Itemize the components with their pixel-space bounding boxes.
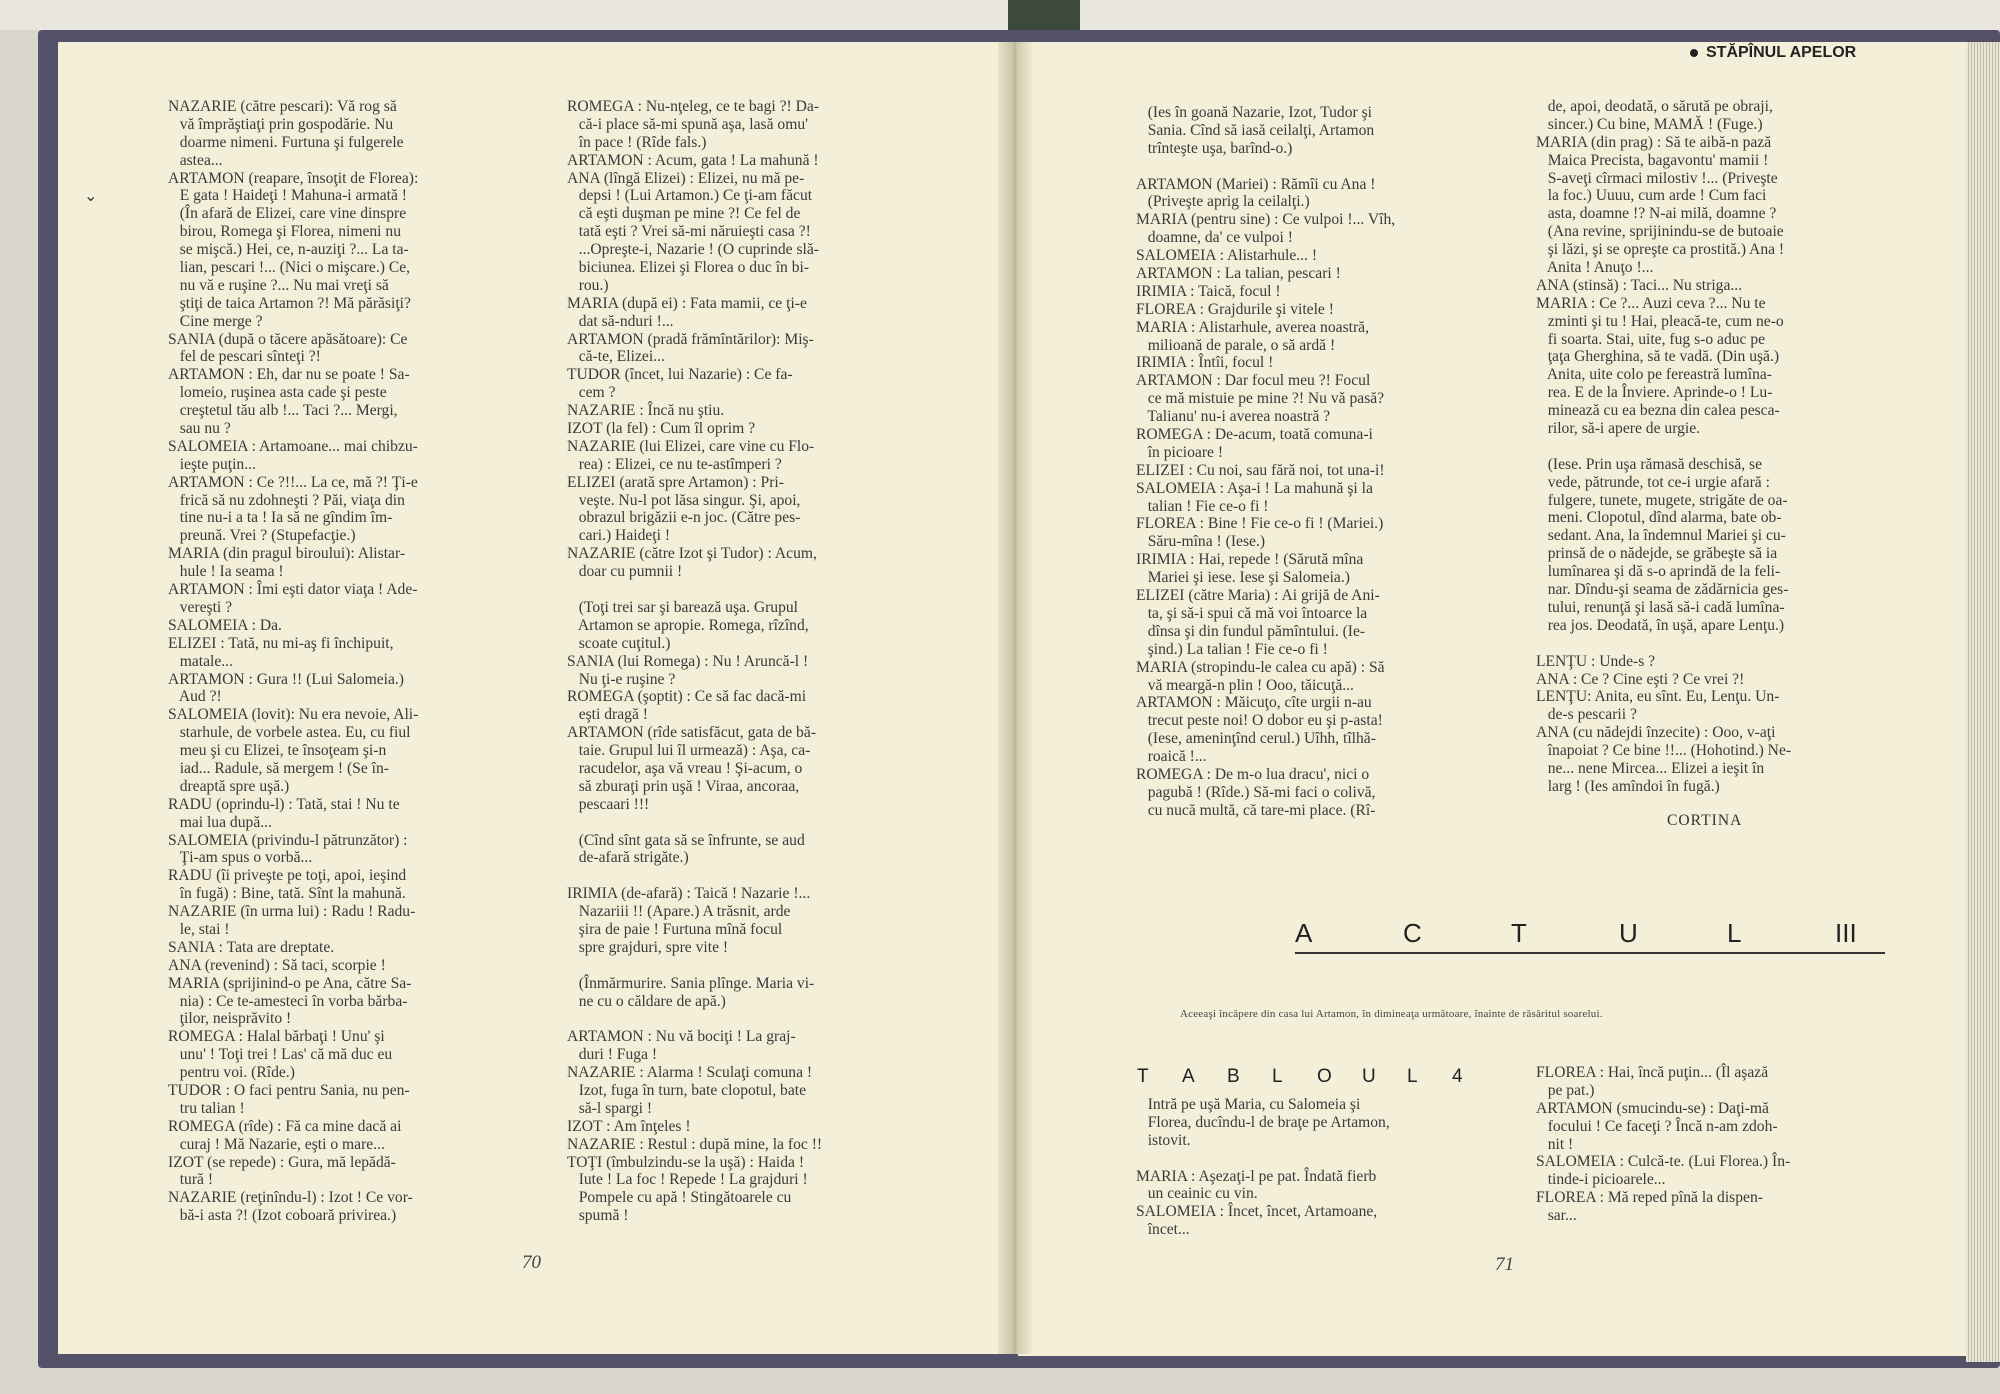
text-line: ARTAMON : Acum, gata ! La mahună !	[567, 151, 819, 169]
text-line: MARIA (stropindu-le calea cu apă) : Să	[1136, 658, 1385, 676]
heading-letter: T	[1511, 918, 1527, 948]
text-line: ELIZEI : Tată, nu mi-aş fi închipuit,	[168, 634, 394, 652]
text-line: vede, pătrunde, tot ce-i urgie afară :	[1536, 473, 1770, 491]
text-line: SALOMEIA : Culcă-te. (Lui Florea.) În-	[1536, 1153, 1791, 1171]
text-line: lumînarea şi dă s-o aprindă de la feli-	[1536, 563, 1781, 581]
text-line: ARTAMON : Îmi eşti dator viaţa ! Ade-	[168, 581, 418, 599]
text-line: ce mă mistuie pe mine ?! Nu vă pasă?	[1136, 390, 1385, 408]
running-header: STĂPÎNUL APELOR	[1690, 44, 1856, 62]
text-line: biciunea. Elizei şi Florea o duc în bi-	[567, 259, 810, 277]
text-line: creştetul tău alb !... Taci ?... Mergi,	[168, 402, 398, 420]
text-line: ROMEGA (şoptit) : Ce să fac dacă-mi	[567, 688, 807, 706]
tablou-column-2	[1536, 1064, 1790, 1225]
text-line: tru talian !	[168, 1099, 245, 1117]
text-line: şind.) La talian ! Fie ce-o fi !	[1136, 640, 1328, 658]
text-line: SANIA : Tata are dreptate.	[168, 938, 335, 956]
text-line: TOŢI (îmbulzindu-se la uşă) : Haida !	[567, 1153, 805, 1171]
text-line: nar. Dîndu-şi seama de zădărnicia ges-	[1536, 581, 1789, 599]
text-line: TUDOR : O faci pentru Sania, nu pen-	[168, 1081, 410, 1099]
text-line: Anita ! Anuţo !...	[1536, 259, 1654, 277]
text-line: Ţi-am spus o vorbă...	[168, 849, 313, 867]
text-line: ANA (lîngă Elizei) : Elizei, nu mă pe-	[567, 169, 805, 187]
text-line	[567, 814, 822, 832]
text-line: Artamon se apropie. Romega, rîzînd,	[567, 616, 809, 634]
text-line: Anita, uite colo pe fereastră lumîna-	[1536, 366, 1772, 384]
right-page-column-1	[1136, 104, 1395, 820]
text-line: nia) : Ce te-amesteci în vorba bărba-	[168, 992, 408, 1010]
text-line: Intră pe uşă Maria, cu Salomeia şi	[1136, 1096, 1361, 1113]
text-line: (Priveşte aprig la ceilalţi.)	[1136, 193, 1310, 211]
text-line: ELIZEI (arată spre Artamon) : Pri-	[567, 473, 784, 491]
background	[0, 0, 2000, 30]
curtain-note: CORTINA	[1667, 812, 1743, 829]
text-line: se mişcă.) Hei, ce, n-auziţi ?... La ta-	[168, 241, 409, 259]
text-line: sau nu ?	[168, 420, 231, 438]
text-line: înapoiat ? Ce bine !!... (Hohotind.) Ne-	[1536, 742, 1792, 760]
text-line: tată eşti ? Vrei să-mi năruieşti casa ?!	[567, 223, 811, 241]
text-line: NAZARIE : Alarma ! Sculaţi comuna !	[567, 1064, 813, 1082]
text-line: de-s pescarii ?	[1536, 706, 1637, 724]
text-line	[1136, 158, 1395, 176]
text-line: nu vă e ruşine ?... Nu mai vreţi să	[168, 276, 389, 294]
text-line: pagubă ! (Rîde.) Să-mi faci o colivă,	[1136, 783, 1376, 801]
text-line: meni. Clopotul, dînd alarma, bate ob-	[1536, 509, 1782, 527]
text-line: spre grajduri, spre vite !	[567, 938, 729, 956]
text-line: lomeio, ruşinea asta cade şi peste	[168, 384, 387, 402]
text-line: eşti dragă !	[567, 706, 648, 724]
text-line: sar...	[1536, 1207, 1577, 1225]
text-line: doar cu pumnii !	[567, 563, 683, 581]
text-line: dînsa şi din fundul pămîntului. (Ie-	[1136, 622, 1366, 640]
text-line: Pompele cu apă ! Stingătoarele cu	[567, 1189, 792, 1207]
text-line: cem ?	[567, 384, 616, 402]
text-line: fi soarta. Stai, uite, fug s-o aduc pe	[1536, 330, 1766, 348]
text-line: (Înmărmurire. Sania plînge. Maria vi-	[567, 974, 815, 992]
text-line: FLOREA : Hai, încă puţin... (Îl aşază	[1536, 1064, 1769, 1081]
text-line: Săru-mîna ! (Iese.)	[1136, 533, 1266, 551]
bullet-icon	[1690, 49, 1698, 57]
text-line: preună. Vrei ? (Stupefacţie.)	[168, 527, 356, 545]
text-line: tinde-i picioarele...	[1536, 1171, 1666, 1189]
text-line: trînteşte uşa, barînd-o.)	[1136, 139, 1293, 157]
text-line: Florea, ducîndu-l de braţe pe Artamon,	[1136, 1113, 1390, 1131]
text-line: IZOT (la fel) : Cum îl oprim ?	[567, 420, 756, 438]
text-line: fel de pescari sînteţi ?!	[168, 348, 321, 366]
text-line: depsi ! (Lui Artamon.) Ce ţi-am făcut	[567, 187, 813, 205]
heading-letter: 4	[1452, 1066, 1463, 1087]
text-line: lian, pescari !... (Nici o mişcare.) Ce,	[168, 259, 411, 277]
text-line: SALOMEIA : Alistarhule... !	[1136, 247, 1318, 265]
text-line: prinsă de o nădejde, se grăbeşte să ia	[1536, 545, 1778, 563]
text-line: doarme nimeni. Furtuna şi fulgerele	[168, 133, 404, 151]
text-line: (Ana revine, sprijinindu-se de butoaie	[1536, 223, 1784, 241]
text-line: pentru voi. (Rîde.)	[168, 1064, 295, 1082]
text-line: NAZARIE (în urma lui) : Radu ! Radu-	[168, 903, 416, 921]
text-line: vă meargă-n plin ! Ooo, tăicuţă...	[1136, 676, 1354, 694]
text-line: pescaari !!!	[567, 795, 650, 813]
heading-letter: C	[1403, 918, 1422, 948]
text-line: talian ! Fie ce-o fi !	[1136, 497, 1269, 515]
text-line: ARTAMON : Dar focul meu ?! Focul	[1136, 372, 1371, 390]
text-line: astea...	[168, 151, 223, 169]
heading-letter: L	[1407, 1066, 1418, 1087]
tablou-column-1	[1136, 1096, 1390, 1239]
text-line: un ceainic cu vin.	[1136, 1185, 1258, 1203]
text-line: Cine merge ?	[168, 312, 263, 330]
text-line: sincer.) Cu bine, MAMĂ ! (Fuge.)	[1536, 115, 1763, 133]
tablou-heading	[1137, 1066, 1484, 1090]
text-line: ROMEGA : Nu-nţeleg, ce te bagi ?! Da-	[567, 98, 820, 115]
text-line: roaică !...	[1136, 748, 1207, 766]
text-line: rea. E de la Înviere. Aprinde-o ! Lu-	[1536, 384, 1773, 402]
text-line: curaj ! Mă Nazarie, eşti o mare...	[168, 1135, 385, 1153]
text-line: Iute ! La foc ! Repede ! La grajduri !	[567, 1171, 808, 1189]
text-line: spumă !	[567, 1207, 629, 1225]
text-line	[1136, 1150, 1390, 1168]
text-line: istovit.	[1136, 1131, 1191, 1149]
text-line: IRIMIA : Întîi, focul !	[1136, 354, 1274, 372]
text-line: ne cu o căldare de apă.)	[567, 992, 726, 1010]
text-line: SALOMEIA : Încet, încet, Artamoane,	[1136, 1203, 1378, 1221]
text-line: (Cînd sînt gata să se înfrunte, se aud	[567, 831, 805, 849]
heading-letter: U	[1619, 918, 1638, 948]
text-line: iad... Radule, să mergem ! (Se în-	[168, 759, 390, 777]
text-line: rea) : Elizei, ce nu te-astîmperi ?	[567, 455, 782, 473]
text-line: zminti şi tu ! Hai, pleacă-te, cum ne-o	[1536, 312, 1784, 330]
text-line: taie. Grupul lui îl urmează) : Aşa, ca-	[567, 742, 811, 760]
text-line: E gata ! Haideţi ! Mahuna-i armată !	[168, 187, 408, 205]
text-line: focului ! Ce faceţi ? Încă n-am zdoh-	[1536, 1117, 1778, 1135]
text-line: ROMEGA : Halal bărbaţi ! Unu' şi	[168, 1028, 385, 1046]
act-setting-description: Aceeaşi încăpere din casa lui Artamon, în dimineaţa următoare, înainte de răsăritul soarelui.	[1180, 1008, 1603, 1020]
text-line: încet...	[1136, 1221, 1190, 1239]
text-line: fulgere, tunete, mugete, strigăte de oa-	[1536, 491, 1788, 509]
text-line: Aud ?!	[168, 688, 222, 706]
text-line: ...Opreşte-i, Nazarie ! (O cuprinde slă-	[567, 241, 819, 259]
text-line: ARTAMON (pradă frămîntărilor): Miş-	[567, 330, 814, 348]
text-line: MARIA (după ei) : Fata mamii, ce ţi-e	[567, 294, 807, 312]
text-line: milioană de parale, o să ardă !	[1136, 336, 1336, 354]
text-line: nit !	[1536, 1135, 1574, 1153]
text-line: ARTAMON (smucindu-se) : Daţi-mă	[1536, 1099, 1769, 1117]
text-line	[1536, 438, 1791, 456]
text-line: ARTAMON (rîde satisfăcut, gata de bă-	[567, 724, 816, 742]
text-line: ROMEGA (rîde) : Fă ca mine dacă ai	[168, 1117, 402, 1135]
text-line: MARIA : Ce ?... Auzi ceva ?... Nu te	[1536, 294, 1766, 312]
text-line: ARTAMON : Ce ?!!... La ce, mă ?! Ţi-e	[168, 473, 418, 491]
text-line: IRIMIA : Taică, focul !	[1136, 282, 1281, 300]
text-line: IZOT : Am înţeles !	[567, 1117, 691, 1135]
text-line: bă-i asta ?! (Izot coboară privirea.)	[168, 1207, 397, 1225]
text-line: ta, şi să-i spui că mă voi întoarce la	[1136, 604, 1368, 622]
text-line: FLOREA : Mă reped pînă la dispen-	[1536, 1189, 1763, 1207]
text-line: NAZARIE (lui Elizei, care vine cu Flo-	[567, 437, 815, 455]
text-line: în fugă) : Bine, tată. Sînt la mahună.	[168, 885, 406, 903]
text-line: Mariei şi iese. Iese şi Salomeia.)	[1136, 569, 1350, 587]
heading-letter: L	[1727, 918, 1742, 948]
text-line: (Toţi trei sar şi barează uşa. Grupul	[567, 598, 798, 616]
text-line: ANA (cu nădejdi înzecite) : Ooo, v-aţi	[1536, 724, 1776, 742]
text-line: MARIA : Aşezaţi-l pe pat. Îndată fierb	[1136, 1167, 1377, 1185]
text-line: asta, doamne !? N-ai milă, doamne ?	[1536, 205, 1777, 223]
text-line: obrazul brigăzii e-n joc. (Către pes-	[567, 509, 801, 527]
text-line: să zburaţi prin uşă ! Viraa, ancoraa,	[567, 777, 800, 795]
text-line: IRIMIA (de-afară) : Taică ! Nazarie !...	[567, 885, 811, 903]
text-line: ARTAMON (reapare, însoţit de Florea):	[168, 169, 419, 187]
text-line: unu' ! Toţi trei ! Las' că mă duc eu	[168, 1046, 393, 1064]
text-line: NAZARIE : Încă nu ştiu.	[567, 402, 725, 420]
text-line: IZOT (se repede) : Gura, mă lepădă-	[168, 1153, 396, 1171]
act-heading	[1295, 918, 1885, 954]
text-line: hule ! Ia seama !	[168, 563, 284, 581]
text-line: Nu ţi-e ruşine ?	[567, 670, 676, 688]
text-line: ANA : Ce ? Cine eşti ? Ce vrei ?!	[1536, 670, 1745, 688]
text-line: la foc.) Uuuu, cum arde ! Cum faci	[1536, 187, 1767, 205]
margin-mark: ⌄	[84, 188, 98, 205]
text-line: NAZARIE : Restul : după mine, la foc !!	[567, 1135, 823, 1153]
text-line: NAZARIE (către pescari): Vă rog să	[168, 98, 397, 115]
text-line: NAZARIE (către Izot şi Tudor) : Acum,	[567, 545, 817, 563]
text-line: rilor, să-i apere de urgie.	[1536, 420, 1701, 438]
page-edges	[1966, 42, 2000, 1362]
page-number-right: 71	[1495, 1254, 1514, 1275]
text-line: dat să-nduri !...	[567, 312, 674, 330]
text-line: ROMEGA : De m-o lua dracu', nici o	[1136, 765, 1370, 783]
text-line: în pace ! (Rîde fals.)	[567, 133, 707, 151]
text-line: tură !	[168, 1171, 214, 1189]
text-line: Izot, fuga în turn, bate clopotul, bate	[567, 1081, 807, 1099]
text-line: RADU (îi priveşte pe toţi, apoi, ieşind	[168, 867, 407, 885]
text-line: le, stai !	[168, 920, 230, 938]
text-line: NAZARIE (reţinîndu-l) : Izot ! Ce vor-	[168, 1189, 413, 1207]
text-line: ELIZEI (către Maria) : Ai grijă de Ani-	[1136, 587, 1380, 605]
text-line: trecut peste noi! O dobor eu şi p-asta!	[1136, 712, 1383, 730]
text-line: sedant. Ana, la îndemnul Mariei şi cu-	[1536, 527, 1786, 545]
text-line: în picioare !	[1136, 443, 1224, 461]
text-line: LENŢU: Anita, eu sînt. Eu, Lenţu. Un-	[1536, 688, 1780, 706]
heading-letter: B	[1227, 1066, 1240, 1087]
left-page-column-1	[168, 98, 418, 1225]
text-line: MARIA (din pragul biroului): Alistar-	[168, 545, 406, 563]
heading-letter: A	[1182, 1066, 1195, 1087]
text-line	[567, 581, 822, 599]
text-line: MARIA (din prag) : Să te aibă-n pază	[1536, 133, 1772, 151]
text-line: FLOREA : Bine ! Fie ce-o fi ! (Mariei.)	[1136, 515, 1384, 533]
text-line: SANIA (lui Romega) : Nu ! Aruncă-l !	[567, 652, 809, 670]
page-number-left: 70	[522, 1252, 541, 1273]
text-line: (În afară de Elizei, care vine dinspre	[168, 205, 407, 223]
text-line: FLOREA : Grajdurile şi vitele !	[1136, 300, 1334, 318]
text-line: şira de paie ! Furtuna mînă focul	[567, 920, 783, 938]
text-line: (Iese. Prin uşa rămasă deschisă, se	[1536, 455, 1763, 473]
text-line: tine nu-i a ta ! Ia să ne gîndim îm-	[168, 509, 393, 527]
text-line: doamne, da' ce vulpoi !	[1136, 229, 1293, 247]
text-line: cu nucă multă, că tare-mi place. (Rî-	[1136, 801, 1376, 819]
text-line: SALOMEIA : Da.	[168, 616, 282, 634]
text-line	[567, 867, 822, 885]
text-line: MARIA (pentru sine) : Ce vulpoi !... Vîh,	[1136, 211, 1396, 229]
text-line: mai lua după...	[168, 813, 272, 831]
text-line: meu şi cu Elizei, te însoţeam şi-n	[168, 742, 387, 760]
text-line: (Ies în goană Nazarie, Izot, Tudor şi	[1136, 104, 1373, 121]
text-line: S-aveţi cîrmaci milostiv !... (Priveşte	[1536, 169, 1778, 187]
text-line: vă împrăştiaţi prin gospodărie. Nu	[168, 115, 394, 133]
text-line: birou, Romega şi Florea, nimeni nu	[168, 223, 402, 241]
text-line: racudelor, aşa vă vreau ! Şi-acum, o	[567, 759, 803, 777]
background-object	[1008, 0, 1080, 30]
text-line: frică să nu zdohneşti ? Păi, viaţa din	[168, 491, 405, 509]
text-line: matale...	[168, 652, 233, 670]
text-line: Maica Precista, bagavontu' mamii !	[1536, 151, 1769, 169]
book-spine-gutter	[998, 42, 1032, 1354]
text-line: ELIZEI : Cu noi, sau fără noi, tot una-i!	[1136, 461, 1385, 479]
heading-letter: III	[1835, 918, 1857, 948]
heading-letter: L	[1272, 1066, 1283, 1087]
text-line: ANA (stinsă) : Taci... Nu striga...	[1536, 276, 1743, 294]
text-line: pe pat.)	[1536, 1081, 1595, 1099]
text-line: RADU (oprindu-l) : Tată, stai ! Nu te	[168, 795, 400, 813]
text-line: ARTAMON : La talian, pescari !	[1136, 265, 1341, 283]
text-line: ARTAMON : Măicuţo, cîte urgii n-au	[1136, 694, 1372, 712]
left-page-column-2	[567, 98, 822, 1225]
text-line: LENŢU : Unde-s ?	[1536, 652, 1656, 670]
text-line: veşte. Nu-l pot lăsa singur. Şi, apoi,	[567, 491, 801, 509]
text-line: starhule, de vorbele astea. Eu, cu fiul	[168, 724, 411, 742]
text-line: (Iese, ameninţînd cerul.) Uîhh, tîlhă-	[1136, 730, 1376, 748]
text-line: tului, renunţă şi lasă să-i cadă lumîna-	[1536, 598, 1785, 616]
text-line: Nazariii !! (Apare.) A trăsnit, arde	[567, 903, 791, 921]
text-line: cari.) Haideţi !	[567, 527, 671, 545]
text-line: ţaţa Gherghina, să te vadă. (Din uşă.)	[1536, 348, 1780, 366]
text-line: ROMEGA : De-acum, toată comuna-i	[1136, 426, 1373, 444]
text-line: rea jos. Deodată, în uşă, apare Lenţu.)	[1536, 616, 1785, 634]
text-line: ARTAMON (Mariei) : Rămîi cu Ana !	[1136, 175, 1376, 193]
text-line	[567, 957, 822, 975]
text-line: SALOMEIA (lovit): Nu era nevoie, Ali-	[168, 706, 419, 724]
text-line: MARIA (sprijinind-o pe Ana, către Sa-	[168, 974, 412, 992]
text-line: ţilor, neisprăvito !	[168, 1010, 292, 1028]
text-line	[567, 1010, 822, 1028]
text-line: rou.)	[567, 276, 609, 294]
text-line: SALOMEIA : Artamoane... mai chibzu-	[168, 437, 418, 455]
text-line: ARTAMON : Gura !! (Lui Salomeia.)	[168, 670, 404, 688]
text-line: SANIA (după o tăcere apăsătoare): Ce	[168, 330, 408, 348]
text-line: IRIMIA : Hai, repede ! (Sărută mîna	[1136, 551, 1364, 569]
heading-letter: T	[1137, 1066, 1149, 1087]
text-line: ARTAMON : Nu vă bociţi ! La graj-	[567, 1028, 796, 1046]
text-line: ARTAMON : Eh, dar nu se poate ! Sa-	[168, 366, 410, 384]
text-line: TUDOR (încet, lui Nazarie) : Ce fa-	[567, 366, 793, 384]
text-line: MARIA : Alistarhule, averea noastră,	[1136, 318, 1369, 336]
text-line: larg ! (Ies amîndoi în fugă.)	[1536, 777, 1720, 795]
text-line: scoate cuţitul.)	[567, 634, 671, 652]
text-line: duri ! Fuga !	[567, 1046, 658, 1064]
text-line: ştiţi de taica Artamon ?! Mă părăsiţi?	[168, 294, 411, 312]
text-line: că-te, Elizei...	[567, 348, 665, 366]
text-line: Talianu' nu-i averea noastră ?	[1136, 408, 1331, 426]
text-line: SALOMEIA : Aşa-i ! La mahună şi la	[1136, 479, 1373, 497]
text-line: că eşti duşman pe mine ?! Ce fel de	[567, 205, 801, 223]
text-line: şi lăzi, şi se opreşte ca prostită.) Ana !	[1536, 241, 1785, 259]
heading-letter: O	[1317, 1066, 1332, 1087]
text-line: minează cu ea bezna din calea pesca-	[1536, 402, 1780, 420]
text-line: Sania. Cînd să iasă ceilalţi, Artamon	[1136, 121, 1375, 139]
right-page-column-2	[1536, 98, 1791, 796]
text-line: SALOMEIA (privindu-l pătrunzător) :	[168, 831, 408, 849]
text-line: ieşte puţin...	[168, 455, 256, 473]
heading-letter: A	[1295, 918, 1313, 948]
text-line: de-afară strigăte.)	[567, 849, 689, 867]
text-line: dreaptă spre uşă.)	[168, 777, 290, 795]
text-line: să-l spargi !	[567, 1099, 653, 1117]
text-line	[1536, 635, 1791, 653]
heading-letter: U	[1362, 1066, 1376, 1087]
text-line: de, apoi, deodată, o sărută pe obraji,	[1536, 98, 1773, 115]
text-line: ANA (revenind) : Să taci, scorpie !	[168, 956, 386, 974]
text-line: că-i place să-mi spună aşa, lasă omu'	[567, 115, 808, 133]
text-line: ne... nene Mircea... Elizei a ieşit în	[1536, 759, 1765, 777]
text-line: vereşti ?	[168, 598, 233, 616]
